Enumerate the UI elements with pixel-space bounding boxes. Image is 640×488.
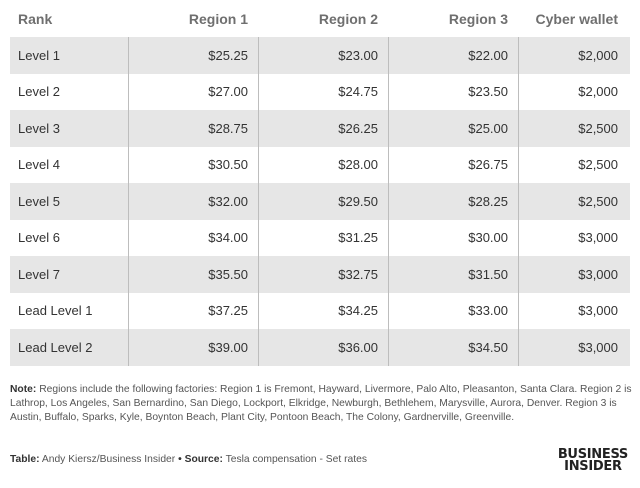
value-cell: $2,500 — [518, 110, 630, 147]
value-cell: $37.25 — [128, 293, 258, 330]
value-cell: $3,000 — [518, 256, 630, 293]
rank-cell: Level 1 — [18, 47, 60, 63]
value-cell: $26.25 — [258, 110, 388, 147]
value-cell: $23.50 — [388, 74, 518, 111]
value-cell: $27.00 — [128, 74, 258, 111]
value-cell: $25.00 — [388, 110, 518, 147]
column-header: Region 2 — [318, 10, 378, 27]
table-row — [10, 183, 630, 220]
value-cell: $31.50 — [388, 256, 518, 293]
column-header: Rank — [18, 10, 53, 27]
value-cell: $2,500 — [518, 147, 630, 184]
table-header-row — [10, 0, 630, 37]
value-cell: $30.00 — [388, 220, 518, 257]
value-cell: $34.00 — [128, 220, 258, 257]
rank-cell: Lead Level 2 — [18, 339, 93, 355]
value-cell: $28.00 — [258, 147, 388, 184]
value-cell: $32.75 — [258, 256, 388, 293]
rank-cell: Level 7 — [18, 266, 60, 282]
value-cell: $25.25 — [128, 37, 258, 74]
value-cell: $3,000 — [518, 220, 630, 257]
source-line — [10, 454, 367, 465]
column-header: Cyber wallet — [535, 10, 618, 27]
business-insider-logo — [558, 449, 628, 473]
value-cell: $32.00 — [128, 183, 258, 220]
value-cell: $34.50 — [388, 329, 518, 366]
value-cell: $3,000 — [518, 329, 630, 366]
table-row — [10, 37, 630, 74]
table-row — [10, 220, 630, 257]
value-cell: $2,000 — [518, 37, 630, 74]
column-header: Region 1 — [188, 10, 248, 27]
value-cell: $39.00 — [128, 329, 258, 366]
value-cell: $2,000 — [518, 74, 630, 111]
table-row — [10, 147, 630, 184]
value-cell: $2,500 — [518, 183, 630, 220]
value-cell: $26.75 — [388, 147, 518, 184]
table-row — [10, 74, 630, 111]
note-text — [10, 383, 632, 425]
note-label: Note: — [10, 384, 37, 395]
source-text: Tesla compensation - Set rates — [225, 454, 367, 465]
value-cell: $29.50 — [258, 183, 388, 220]
logo-line-1: BUSINESS — [557, 447, 628, 462]
table-credit: Andy Kiersz/Business Insider — [41, 454, 176, 465]
rank-cell: Level 2 — [18, 84, 60, 100]
column-header: Region 3 — [448, 10, 508, 27]
value-cell: $36.00 — [258, 329, 388, 366]
value-cell: $33.00 — [388, 293, 518, 330]
note-body: Regions include the following factories: Region 1 is Fremont, Hayward, Livermore, Palo Alto, Pleasanton, Santa Clara. Region 2 is Lathrop, Los Angeles, San Bernardino, San Diego, Lockport, Elkridge, Newburgh, Bethlehem, Marysville, Aurora, Denver. Region 3 is Austin, Buffalo, Sparks, Kyle, Boynton Beach, Plant City, Pontoon Beach, The Colony, Gardnerville, Greenville. — [10, 384, 632, 423]
rank-cell: Lead Level 1 — [18, 303, 93, 319]
value-cell: $35.50 — [128, 256, 258, 293]
table-credit-label: Table: — [10, 454, 40, 465]
logo-line-2: INSIDER — [564, 459, 622, 474]
source-label: Source: — [184, 454, 223, 465]
table-row — [10, 329, 630, 366]
value-cell: $28.75 — [128, 110, 258, 147]
value-cell: $3,000 — [518, 293, 630, 330]
rank-cell: Level 5 — [18, 193, 60, 209]
value-cell: $28.25 — [388, 183, 518, 220]
rank-cell: Level 3 — [18, 120, 60, 136]
rank-cell: Level 4 — [18, 157, 60, 173]
value-cell: $23.00 — [258, 37, 388, 74]
compensation-table — [10, 0, 630, 366]
footer-separator: • — [178, 454, 182, 465]
table-row — [10, 256, 630, 293]
value-cell: $31.25 — [258, 220, 388, 257]
value-cell: $34.25 — [258, 293, 388, 330]
table-row — [10, 293, 630, 330]
value-cell: $24.75 — [258, 74, 388, 111]
rank-cell: Level 6 — [18, 230, 60, 246]
value-cell: $22.00 — [388, 37, 518, 74]
table-row — [10, 110, 630, 147]
value-cell: $30.50 — [128, 147, 258, 184]
